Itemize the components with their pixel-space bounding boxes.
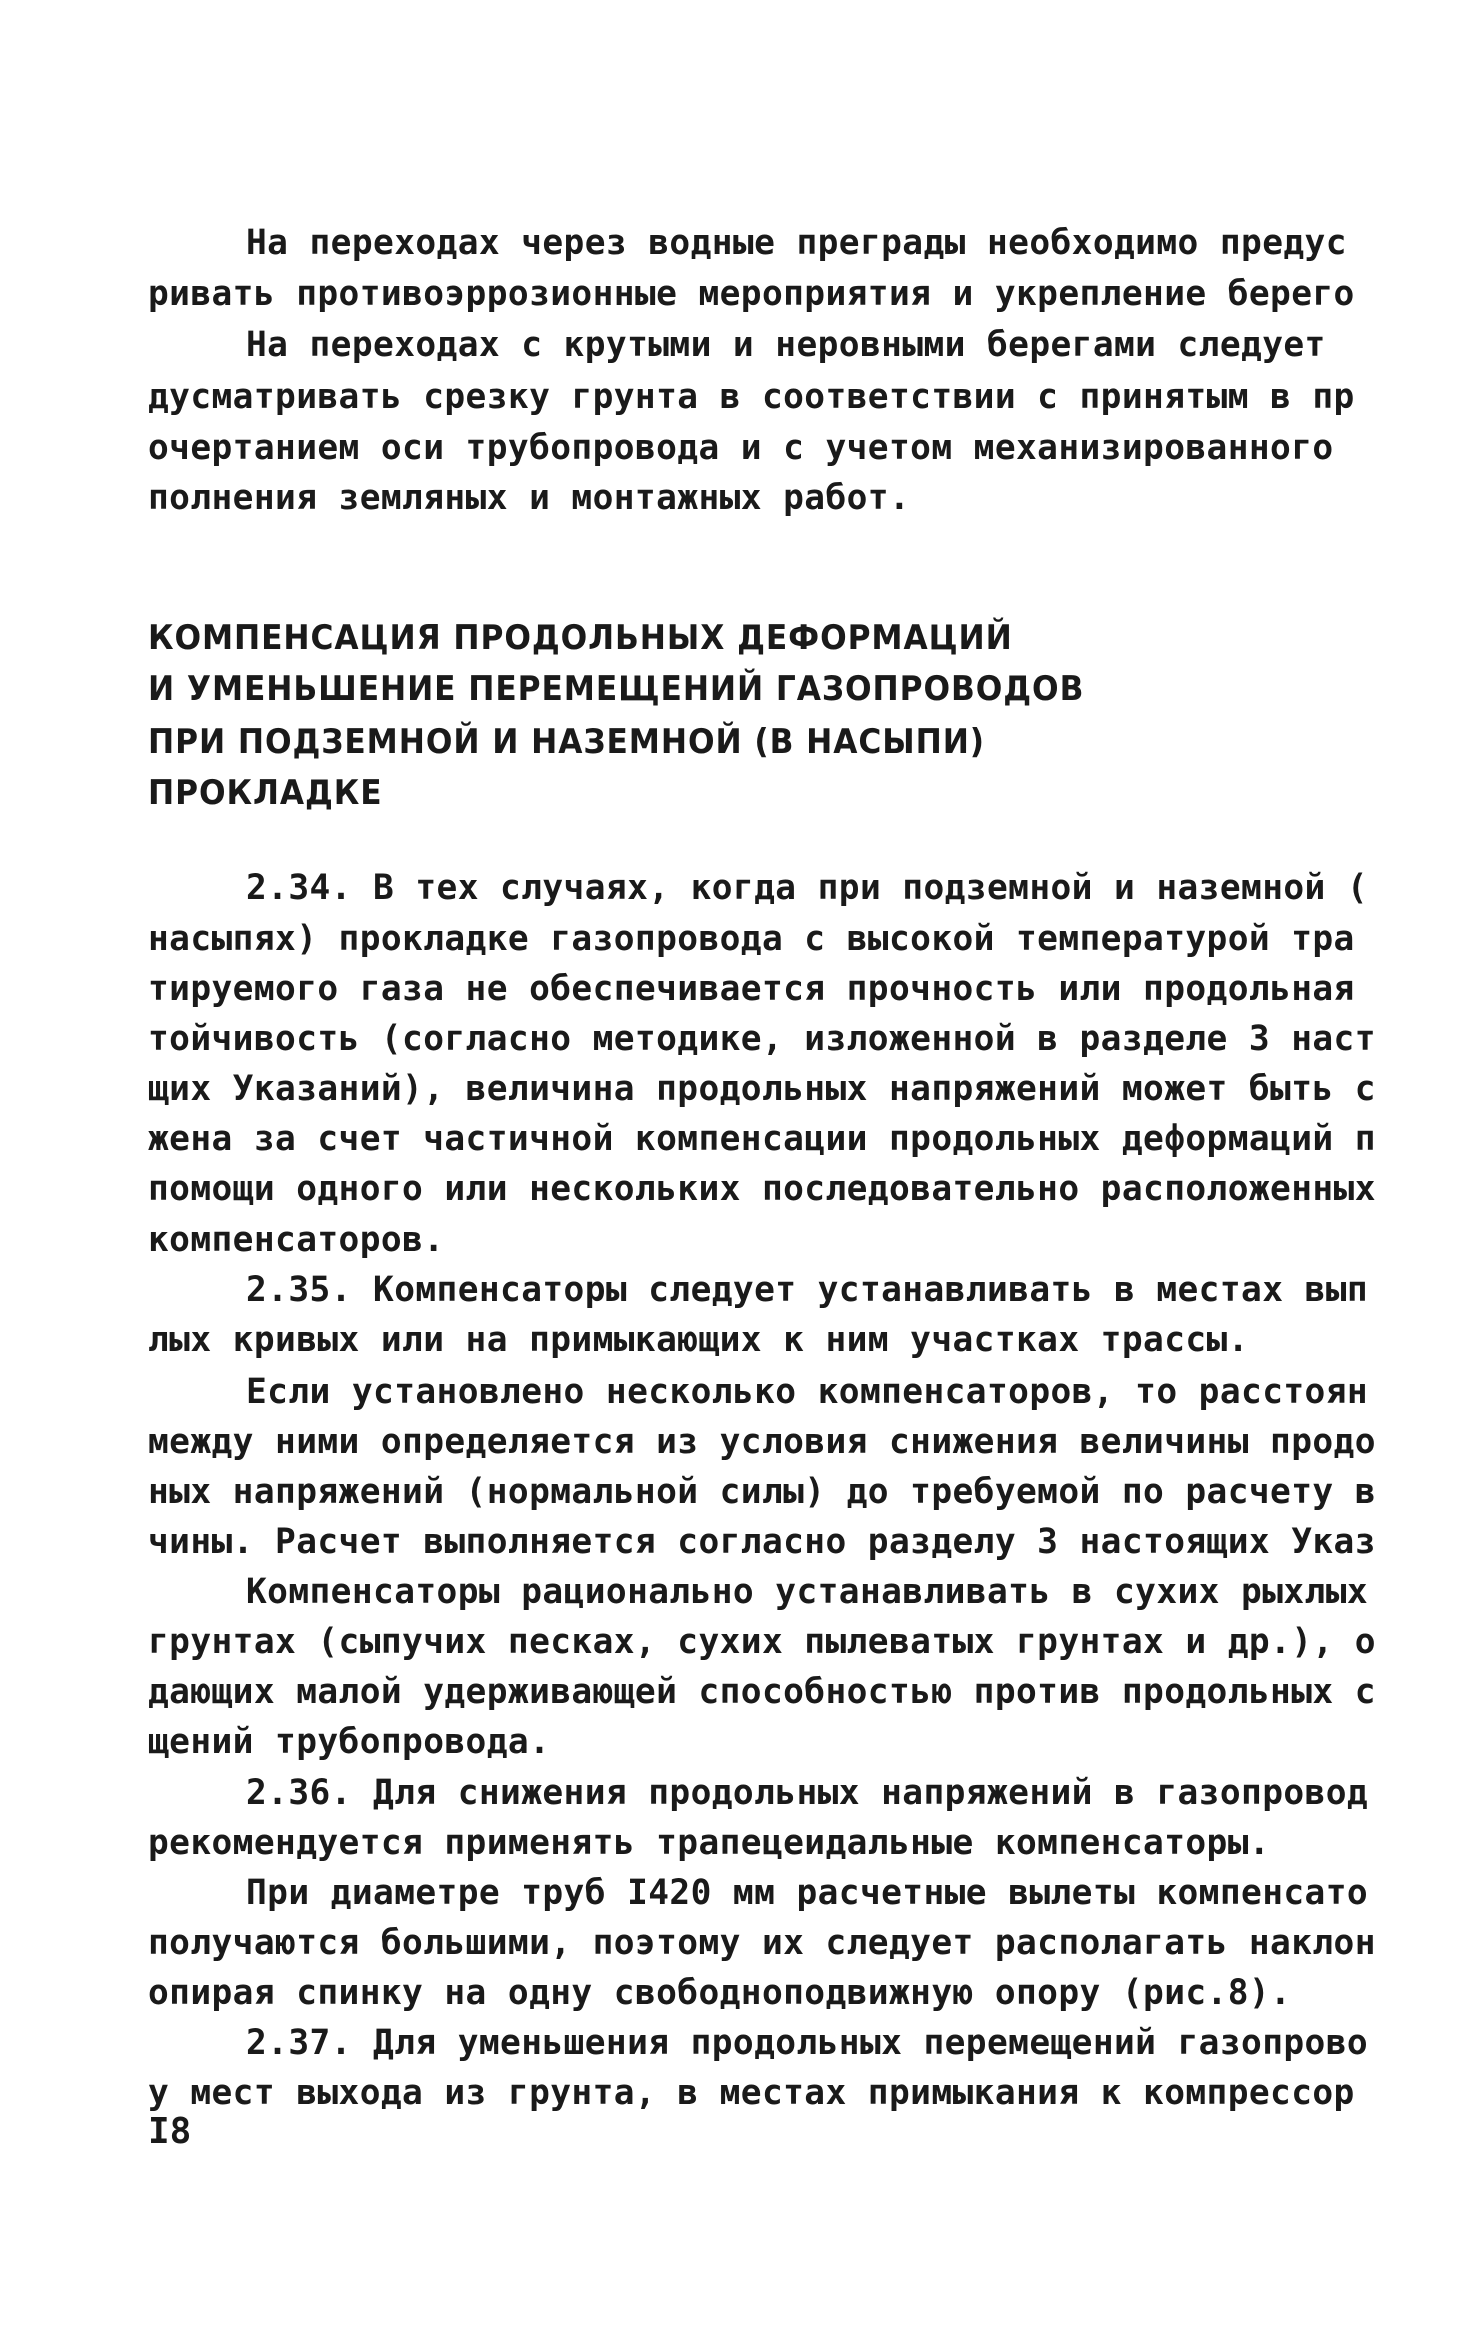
paragraph-line: грунтах (сыпучих песках, сухих пылеватых грунтах и др.), о	[148, 1622, 1376, 1662]
paragraph-line: между ними определяется из условия снижения величины продо	[148, 1422, 1376, 1462]
paragraph-line: тируемого газа не обеспечивается прочность или продольная	[148, 969, 1355, 1009]
paragraph-line: насыпях) прокладке газопровода с высокой температурой тра	[148, 919, 1355, 959]
paragraph-line: очертанием оси трубопровода и с учетом механизированного	[148, 428, 1334, 468]
page-number: I8	[148, 2111, 192, 2152]
section-heading-line: КОМПЕНСАЦИЯ ПРОДОЛЬНЫХ ДЕФОРМАЦИЙ	[148, 618, 1013, 658]
section-heading-line: ПРОКЛАДКЕ	[148, 773, 383, 813]
paragraph-line: 2.36. Для снижения продольных напряжений в газопровод	[246, 1773, 1369, 1813]
paragraph-line: чины. Расчет выполняется согласно разделу 3 настоящих Указ	[148, 1522, 1376, 1562]
section-heading-line: И УМЕНЬШЕНИЕ ПЕРЕМЕЩЕНИЙ ГАЗОПРОВОДОВ	[148, 669, 1085, 709]
paragraph-line: 2.35. Компенсаторы следует устанавливать в местах вып	[246, 1270, 1369, 1310]
paragraph-line: рекомендуется применять трапецеидальные компенсаторы.	[148, 1823, 1271, 1863]
paragraph-line: компенсаторов.	[148, 1220, 445, 1260]
paragraph-line: дусматривать срезку грунта в соответствии с принятым в пр	[148, 377, 1355, 417]
paragraph-line: лых кривых или на примыкающих к ним участках трассы.	[148, 1320, 1249, 1360]
paragraph-line: ривать противоэррозионные мероприятия и укрепление берего	[148, 274, 1355, 314]
paragraph-line: щих Указаний), величина продольных напряжений может быть с	[148, 1069, 1376, 1109]
paragraph-line: 2.37. Для уменьшения продольных перемещений газопрово	[246, 2023, 1369, 2063]
paragraph-line: опирая спинку на одну свободноподвижную опору (рис.8).	[148, 1973, 1292, 2013]
section-heading-line: ПРИ ПОДЗЕМНОЙ И НАЗЕМНОЙ (В НАСЫПИ)	[148, 722, 986, 762]
paragraph-line: При диаметре труб I420 мм расчетные вылеты компенсато	[246, 1873, 1369, 1913]
paragraph-line: Если установлено несколько компенсаторов, то расстоян	[246, 1372, 1369, 1412]
paragraph-line: На переходах через водные преграды необходимо предус	[246, 223, 1347, 263]
paragraph-line: жена за счет частичной компенсации продольных деформаций п	[148, 1119, 1376, 1159]
paragraph-line: Компенсаторы рационально устанавливать в сухих рыхлых	[246, 1572, 1369, 1612]
paragraph-line: у мест выхода из грунта, в местах примыкания к компрессор	[148, 2073, 1355, 2113]
paragraph-line: щений трубопровода.	[148, 1722, 551, 1762]
paragraph-line: 2.34. В тех случаях, когда при подземной и наземной (	[246, 868, 1369, 908]
paragraph-line: ных напряжений (нормальной силы) до требуемой по расчету в	[148, 1472, 1376, 1512]
paragraph-line: получаются большими, поэтому их следует располагать наклон	[148, 1923, 1376, 1963]
paragraph-line: полнения земляных и монтажных работ.	[148, 478, 911, 518]
paragraph-line: дающих малой удерживающей способностью против продольных с	[148, 1672, 1376, 1712]
paragraph-line: тойчивость (согласно методике, изложенной в разделе 3 наст	[148, 1019, 1376, 1059]
paragraph-line: помощи одного или нескольких последовательно расположенных	[148, 1169, 1376, 1209]
paragraph-line: На переходах с крутыми и неровными берегами следует	[246, 325, 1326, 365]
